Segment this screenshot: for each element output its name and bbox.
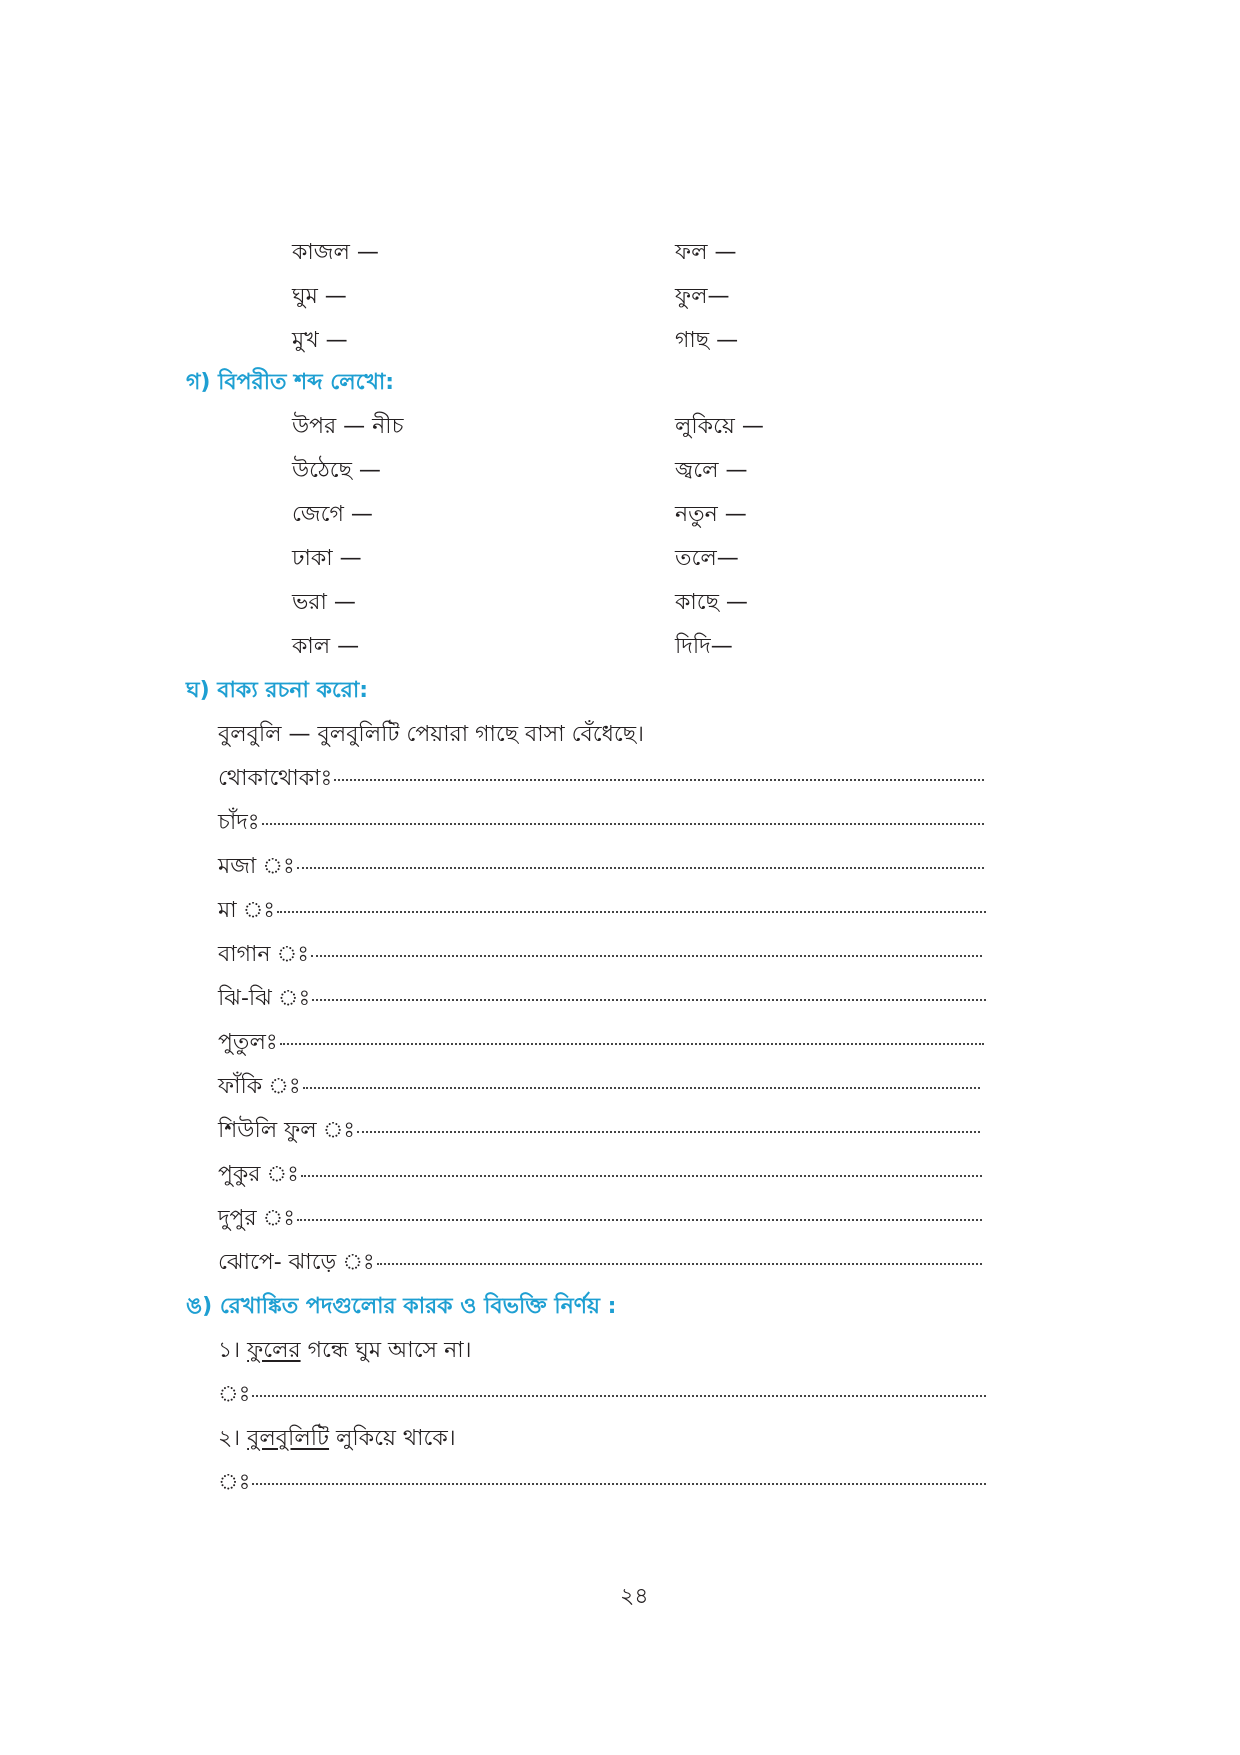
dotted-fill bbox=[252, 1483, 986, 1485]
prompt-word: মা ঃ bbox=[218, 898, 276, 923]
antonym-left: ভরা — bbox=[292, 590, 356, 615]
antonym-right: দিদি— bbox=[675, 634, 733, 659]
question-2 bbox=[218, 1424, 456, 1454]
prompt-word: থোকাথোকাঃ bbox=[218, 766, 333, 791]
prompt-word: ঝোপে- ঝাড়ে ঃ bbox=[218, 1250, 375, 1275]
word-kajol: কাজল — bbox=[292, 240, 379, 265]
antonym-left: ঢাকা — bbox=[292, 546, 362, 571]
answer-line bbox=[218, 1380, 986, 1410]
question-number: ১। bbox=[218, 1338, 241, 1363]
dotted-fill bbox=[377, 1263, 982, 1265]
antonym-right: কাছে — bbox=[675, 590, 748, 615]
dotted-fill bbox=[277, 911, 986, 913]
answer-marker: ঃ bbox=[218, 1470, 251, 1495]
word-fol: ফল — bbox=[675, 240, 737, 265]
prompt-word: দুপুর ঃ bbox=[218, 1206, 296, 1231]
section-e-heading: ঙ) রেখাঙ্কিত পদগুলোর কারক ও বিভক্তি নির্ণয় : bbox=[186, 1294, 617, 1319]
example-sentence: বুলবুলি — বুলবুলিটি পেয়ারা গাছে বাসা বেঁধেছে। bbox=[218, 722, 644, 747]
question-number: ২। bbox=[218, 1426, 241, 1451]
antonym-right: জ্বলে — bbox=[675, 458, 748, 483]
antonym-right: লুকিয়ে — bbox=[675, 414, 764, 439]
prompt-word: পুতুলঃ bbox=[218, 1030, 278, 1055]
antonym-left: উপর — নীচ bbox=[292, 414, 404, 439]
prompt-word: মজা ঃ bbox=[218, 854, 295, 879]
dotted-fill bbox=[252, 1395, 986, 1397]
answer-line bbox=[218, 1204, 982, 1234]
section-c-heading: গ) বিপরীত শব্দ লেখো: bbox=[186, 370, 395, 395]
antonym-left: কাল — bbox=[292, 634, 360, 659]
question-rest: লুকিয়ে থাকে। bbox=[336, 1426, 456, 1451]
prompt-word: ঝি-ঝি ঃ bbox=[218, 986, 311, 1011]
answer-line bbox=[218, 764, 984, 794]
underlined-word: বুলবুলিটি bbox=[247, 1426, 330, 1451]
word-gach: গাছ — bbox=[675, 328, 739, 353]
prompt-word: ফাঁকি ঃ bbox=[218, 1074, 301, 1099]
question-1 bbox=[218, 1336, 471, 1366]
answer-line bbox=[218, 852, 984, 882]
dotted-fill bbox=[301, 1175, 982, 1177]
prompt-word: বাগান ঃ bbox=[218, 942, 309, 967]
dotted-fill bbox=[303, 1087, 980, 1089]
prompt-word: চাঁদঃ bbox=[218, 810, 260, 835]
answer-line bbox=[218, 1248, 982, 1278]
answer-line bbox=[218, 1116, 980, 1146]
dotted-fill bbox=[262, 823, 984, 825]
answer-line bbox=[218, 808, 984, 838]
word-phul: ফুল— bbox=[675, 284, 730, 309]
answer-line bbox=[218, 1468, 986, 1498]
answer-line bbox=[218, 940, 982, 970]
word-ghum: ঘুম — bbox=[292, 284, 347, 309]
dotted-fill bbox=[280, 1043, 984, 1045]
dotted-fill bbox=[357, 1131, 980, 1133]
page-number: ২৪ bbox=[620, 1584, 649, 1609]
dotted-fill bbox=[311, 955, 982, 957]
answer-line bbox=[218, 1028, 984, 1058]
dotted-fill bbox=[334, 779, 984, 781]
antonym-left: উঠেছে — bbox=[292, 458, 381, 483]
prompt-word: পুকুর ঃ bbox=[218, 1162, 299, 1187]
dotted-fill bbox=[297, 1219, 982, 1221]
answer-marker: ঃ bbox=[218, 1382, 251, 1407]
dotted-fill bbox=[297, 867, 984, 869]
question-rest: গন্ধে ঘুম আসে না। bbox=[307, 1338, 472, 1363]
answer-line bbox=[218, 896, 986, 926]
antonym-left: জেগে — bbox=[292, 502, 373, 527]
antonym-right: তলে— bbox=[675, 546, 739, 571]
antonym-right: নতুন — bbox=[675, 502, 747, 527]
answer-line bbox=[218, 1072, 980, 1102]
dotted-fill bbox=[312, 999, 986, 1001]
section-d-heading: ঘ) বাক্য রচনা করো: bbox=[186, 678, 369, 703]
answer-line bbox=[218, 1160, 982, 1190]
underlined-word: ফুলের bbox=[247, 1338, 301, 1363]
word-mukh: মুখ — bbox=[292, 328, 348, 353]
prompt-word: শিউলি ফুল ঃ bbox=[218, 1118, 356, 1143]
answer-line bbox=[218, 984, 986, 1014]
